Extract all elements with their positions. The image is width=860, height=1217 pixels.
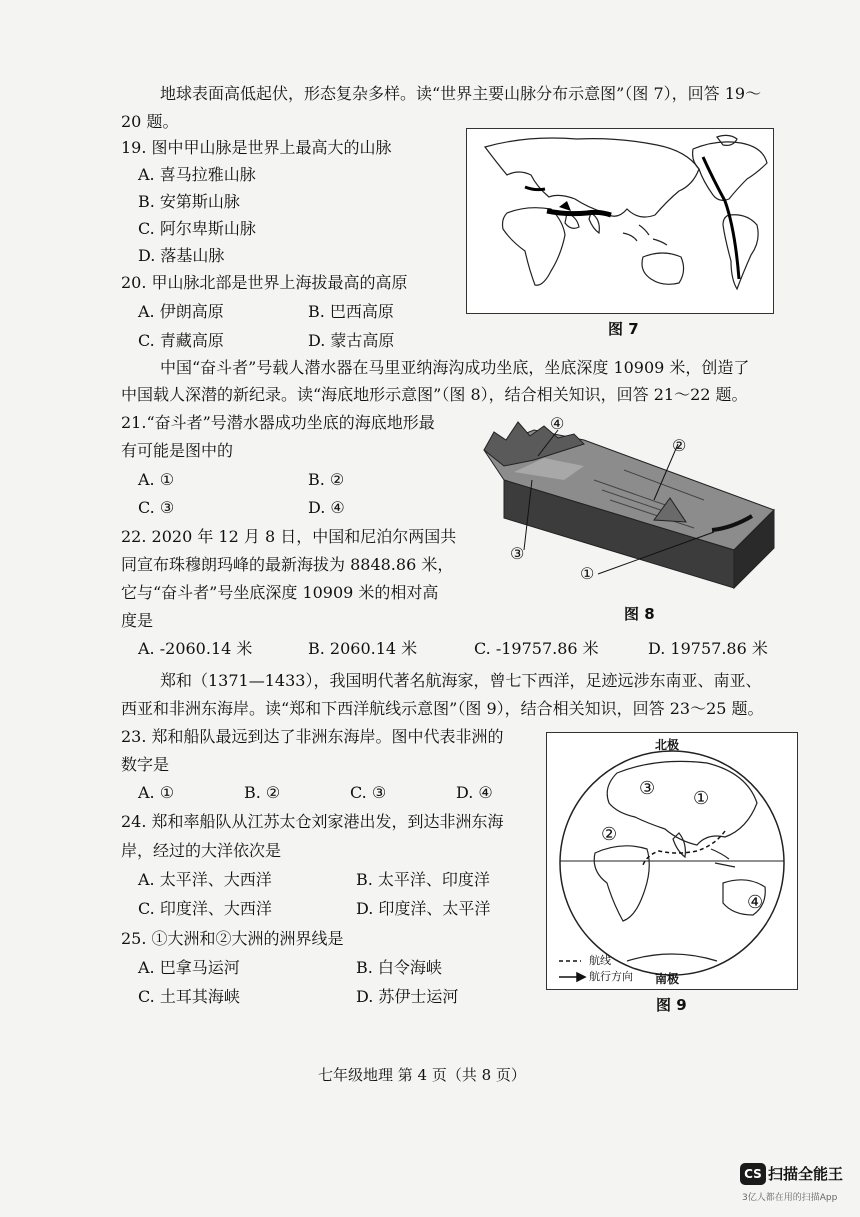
- marker-3: ③: [510, 544, 525, 563]
- option-19c[interactable]: C. 阿尔卑斯山脉: [138, 219, 256, 238]
- question-22: 度是: [121, 611, 154, 630]
- scanner-tagline: 3亿人都在用的扫描App: [742, 1193, 838, 1203]
- option-19b[interactable]: B. 安第斯山脉: [138, 192, 240, 211]
- intro-text: 郑和（1371—1433），我国明代著名航海家，曾七下西洋，足迹远涉东南亚、南亚、: [160, 671, 762, 690]
- option-24c[interactable]: C. 印度洋、大西洋: [138, 899, 272, 918]
- marker-2: ②: [601, 824, 618, 845]
- question-23: 23. 郑和船队最远到达了非洲东海岸。图中代表非洲的: [121, 727, 504, 746]
- option-25a[interactable]: A. 巴拿马运河: [138, 958, 240, 977]
- question-22: 22. 2020 年 12 月 8 日，中国和尼泊尔两国共: [121, 527, 457, 546]
- option-21a[interactable]: A. ①: [138, 470, 175, 489]
- intro-text: 20 题。: [121, 112, 179, 131]
- marker-4: ④: [747, 892, 764, 913]
- question-21: 21.“奋斗者”号潜水器成功坐底的海底地形最: [121, 413, 435, 432]
- voyage-map: [546, 732, 798, 990]
- option-22c[interactable]: C. -19757.86 米: [474, 639, 599, 658]
- seafloor-diagram: [474, 410, 784, 600]
- option-22b[interactable]: B. 2060.14 米: [308, 639, 418, 658]
- option-23c[interactable]: C. ③: [350, 783, 387, 802]
- option-25c[interactable]: C. 土耳其海峡: [138, 987, 240, 1006]
- option-25b[interactable]: B. 白令海峡: [356, 958, 442, 977]
- option-23a[interactable]: A. ①: [138, 783, 175, 802]
- marker-2: ②: [672, 436, 687, 455]
- question-24: 24. 郑和率船队从江苏太仓刘家港出发，到达非洲东海: [121, 812, 504, 831]
- south-pole-label: 南极: [655, 972, 680, 986]
- range-jia: [547, 211, 611, 215]
- option-23b[interactable]: B. ②: [244, 783, 281, 802]
- option-23d[interactable]: D. ④: [456, 783, 493, 802]
- question-23: 数字是: [121, 755, 170, 774]
- question-24: 岸，经过的大洋依次是: [121, 841, 282, 860]
- marker-1: ①: [693, 788, 710, 809]
- question-21: 有可能是图中的: [121, 441, 234, 460]
- option-20c[interactable]: C. 青藏高原: [138, 331, 224, 350]
- world-mountain-map: [466, 128, 774, 314]
- figure-7-caption: 图 7: [608, 320, 639, 338]
- question-19: 19. 图中甲山脉是世界上最高大的山脉: [121, 138, 392, 157]
- question-22: 同宣布珠穆朗玛峰的最新海拔为 8848.86 米，: [121, 555, 454, 574]
- north-pole-label: 北极: [655, 738, 680, 752]
- option-24d[interactable]: D. 印度洋、太平洋: [356, 899, 491, 918]
- option-22a[interactable]: A. -2060.14 米: [138, 639, 253, 658]
- figure-8-caption: 图 8: [624, 605, 655, 623]
- scanner-name: 扫描全能王: [768, 1165, 844, 1183]
- intro-text: 中国“奋斗者”号载人潜水器在马里亚纳海沟成功坐底，坐底深度 10909 米，创造了: [160, 358, 750, 377]
- option-20b[interactable]: B. 巴西高原: [308, 302, 394, 321]
- option-24a[interactable]: A. 太平洋、大西洋: [138, 870, 272, 889]
- marker-3: ③: [639, 778, 656, 799]
- option-19d[interactable]: D. 落基山脉: [138, 246, 225, 265]
- legend-direction: 航行方向: [589, 970, 633, 983]
- marker-1: ①: [580, 564, 595, 583]
- page-footer: 七年级地理 第 4 页（共 8 页）: [318, 1066, 526, 1084]
- scanner-logo-icon: CS: [740, 1163, 766, 1185]
- question-22: 它与“奋斗者”号坐底深度 10909 米的相对高: [121, 583, 439, 602]
- question-20: 20. 甲山脉北部是世界上海拔最高的高原: [121, 273, 408, 292]
- option-19a[interactable]: A. 喜马拉雅山脉: [138, 165, 256, 184]
- option-20d[interactable]: D. 蒙古高原: [308, 331, 395, 350]
- option-21b[interactable]: B. ②: [308, 470, 345, 489]
- intro-text: 地球表面高低起伏，形态复杂多样。读“世界主要山脉分布示意图”（图 7），回答 19～: [160, 84, 762, 103]
- option-21c[interactable]: C. ③: [138, 498, 175, 517]
- intro-text: 西亚和非洲东海岸。读“郑和下西洋航线示意图”（图 9），结合相关知识，回答 23～25 题。: [121, 699, 764, 718]
- question-25: 25. ①大洲和②大洲的洲界线是: [121, 929, 344, 948]
- option-20a[interactable]: A. 伊朗高原: [138, 302, 224, 321]
- option-24b[interactable]: B. 太平洋、印度洋: [356, 870, 490, 889]
- intro-text: 中国载人深潜的新纪录。读“海底地形示意图”（图 8），结合相关知识，回答 21～22 题。: [121, 385, 748, 404]
- option-22d[interactable]: D. 19757.86 米: [648, 639, 768, 658]
- marker-4: ④: [550, 414, 565, 433]
- legend-route: 航线: [589, 954, 611, 967]
- option-25d[interactable]: D. 苏伊士运河: [356, 987, 459, 1006]
- figure-9-caption: 图 9: [656, 996, 687, 1014]
- option-21d[interactable]: D. ④: [308, 498, 345, 517]
